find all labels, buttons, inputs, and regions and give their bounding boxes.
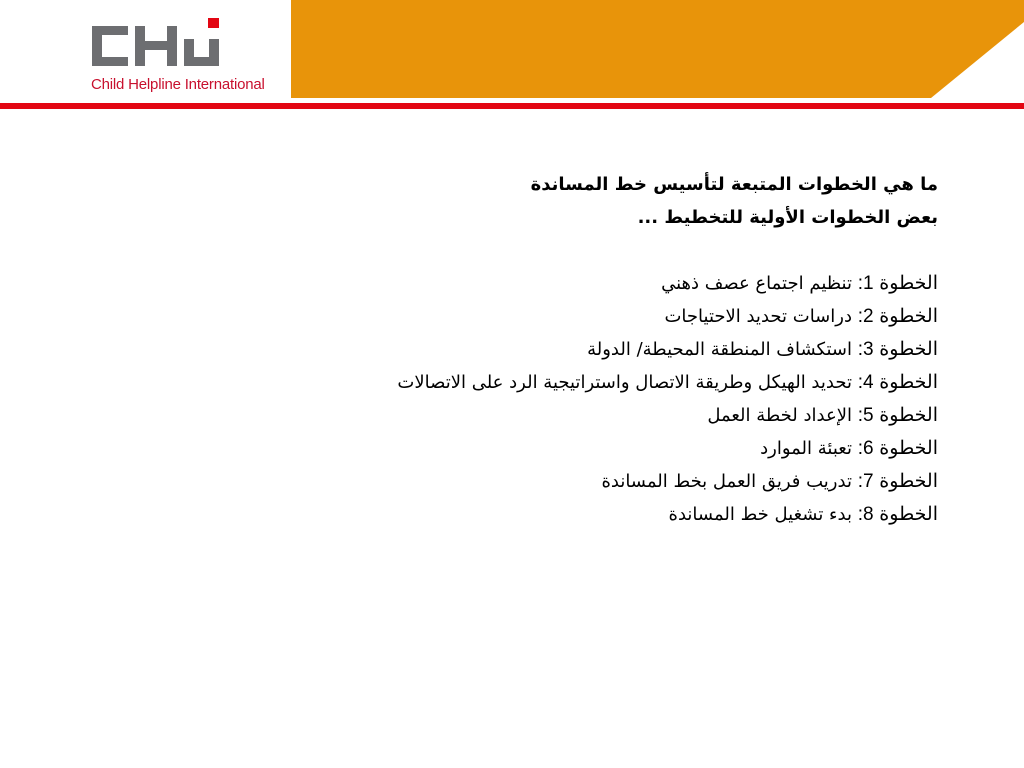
step-label: الخطوة bbox=[879, 372, 938, 393]
step-number: 2: bbox=[857, 306, 874, 327]
slide-content bbox=[250, 168, 938, 531]
step-text: تنظيم اجتماع عصف ذهني bbox=[661, 273, 852, 294]
step-label: الخطوة bbox=[879, 405, 938, 426]
spacer bbox=[250, 234, 938, 267]
step-label: الخطوة bbox=[879, 306, 938, 327]
step-number: 6: bbox=[857, 438, 874, 459]
step-text: دراسات تحديد الاحتياجات bbox=[664, 306, 852, 327]
step-number: 1: bbox=[857, 273, 874, 294]
slide-header bbox=[0, 0, 1024, 112]
step-number: 5: bbox=[857, 405, 874, 426]
step-number: 4: bbox=[857, 372, 874, 393]
step-number: 3: bbox=[857, 339, 874, 360]
step-text: تعبئة الموارد bbox=[760, 438, 852, 459]
chi-logo bbox=[88, 14, 278, 100]
step-item-3 bbox=[250, 333, 938, 366]
heading-subtitle: بعض الخطوات الأولية للتخطيط ... bbox=[637, 207, 938, 228]
step-item-5 bbox=[250, 399, 938, 432]
step-item-1 bbox=[250, 267, 938, 300]
step-text: تحديد الهيكل وطريقة الاتصال واستراتيجية الرد على الاتصالات bbox=[397, 372, 852, 393]
step-item-7 bbox=[250, 465, 938, 498]
step-text: استكشاف المنطقة المحيطة/ الدولة bbox=[587, 339, 852, 360]
step-text: تدريب فريق العمل بخط المساندة bbox=[601, 471, 852, 492]
step-item-4 bbox=[250, 366, 938, 399]
step-number: 7: bbox=[857, 471, 874, 492]
header-divider-line bbox=[0, 103, 1024, 109]
logo-caption: Child Helpline International bbox=[91, 76, 265, 93]
step-text: الإعداد لخطة العمل bbox=[707, 405, 852, 426]
chi-logo-mark bbox=[88, 14, 228, 70]
step-item-6 bbox=[250, 432, 938, 465]
step-label: الخطوة bbox=[879, 471, 938, 492]
step-number: 8: bbox=[857, 504, 874, 525]
step-label: الخطوة bbox=[879, 504, 938, 525]
step-text: بدء تشغيل خط المساندة bbox=[668, 504, 852, 525]
orange-header-band bbox=[291, 0, 1024, 98]
step-label: الخطوة bbox=[879, 339, 938, 360]
step-item-2 bbox=[250, 300, 938, 333]
step-label: الخطوة bbox=[879, 273, 938, 294]
heading-title: ما هي الخطوات المتبعة لتأسيس خط المساندة bbox=[530, 174, 938, 195]
step-label: الخطوة bbox=[879, 438, 938, 459]
step-item-8 bbox=[250, 498, 938, 531]
